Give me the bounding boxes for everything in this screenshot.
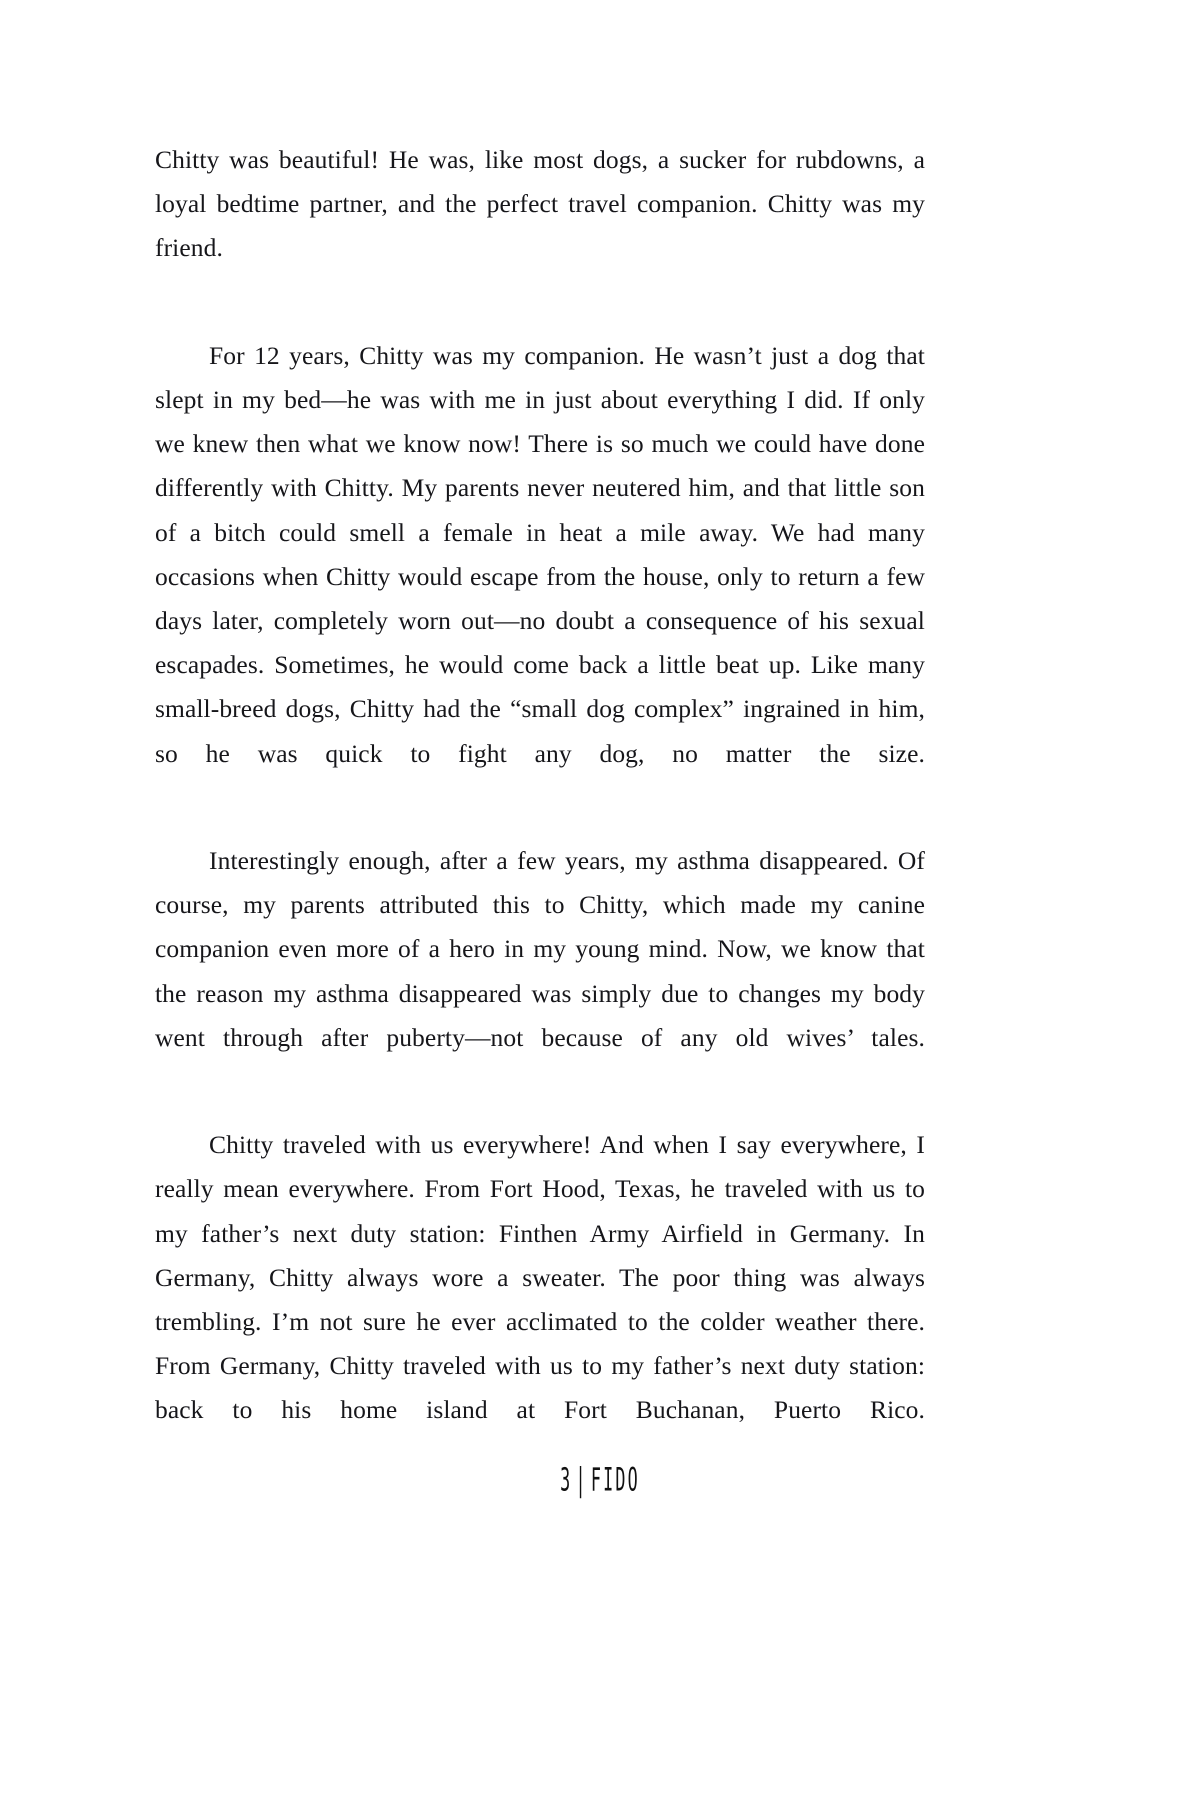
page-footer [228, 1462, 972, 1499]
body-paragraph-2: For 12 years, Chitty was my companion. He wasn’t just a dog that slept in my bed—he was with me in just about everything I did. If only we knew then what we know now! There is so much we could have done differently with Chitty. My parents never neutered him, and that little son of a bitch could smell a female in heat a mile away. We had many occasions when Chitty would escape from the house, only to return a few days later, completely worn out—no doubt a consequence of his sexual escapades. Sometimes, he would come back a little beat up. Like many small-breed dogs, Chitty had the “small dog complex” ingrained in him, so he was quick to fight any dog, no matter the size. [155, 340, 925, 768]
body-paragraph-3: Interestingly enough, after a few years, my asthma disappeared. Of course, my parents attributed this to Chitty, which made my canine companion even more of a hero in my young mind. Now, we know that the reason my asthma disappeared was simply due to changes my body went through after puberty—not because of any old wives’ tales. [155, 846, 925, 1052]
body-paragraph-4: Chitty traveled with us everywhere! And when I say everywhere, I really mean everywhere. From Fort Hood, Texas, he traveled with us to my father’s next duty station: Finthen Army Airfield in Germany. In Germany, Chitty always wore a sweater. The poor thing was always trembling. I’m not sure he ever acclimated to the colder weather there. From Germany, Chitty traveled with us to my father’s next duty station: back to his home island at Fort Buchanan, Puerto Rico. [155, 1130, 925, 1425]
body-paragraph-1: Chitty was beautiful! He was, like most dogs, a sucker for rubdowns, a loyal bedtime partner, and the perfect travel companion. Chitty was my friend. [155, 145, 925, 263]
footer-page-number: 3 [560, 1462, 573, 1499]
footer-book-title: FIDO [590, 1462, 640, 1499]
page-body-text [155, 138, 925, 1477]
footer-separator: | [575, 1462, 588, 1499]
